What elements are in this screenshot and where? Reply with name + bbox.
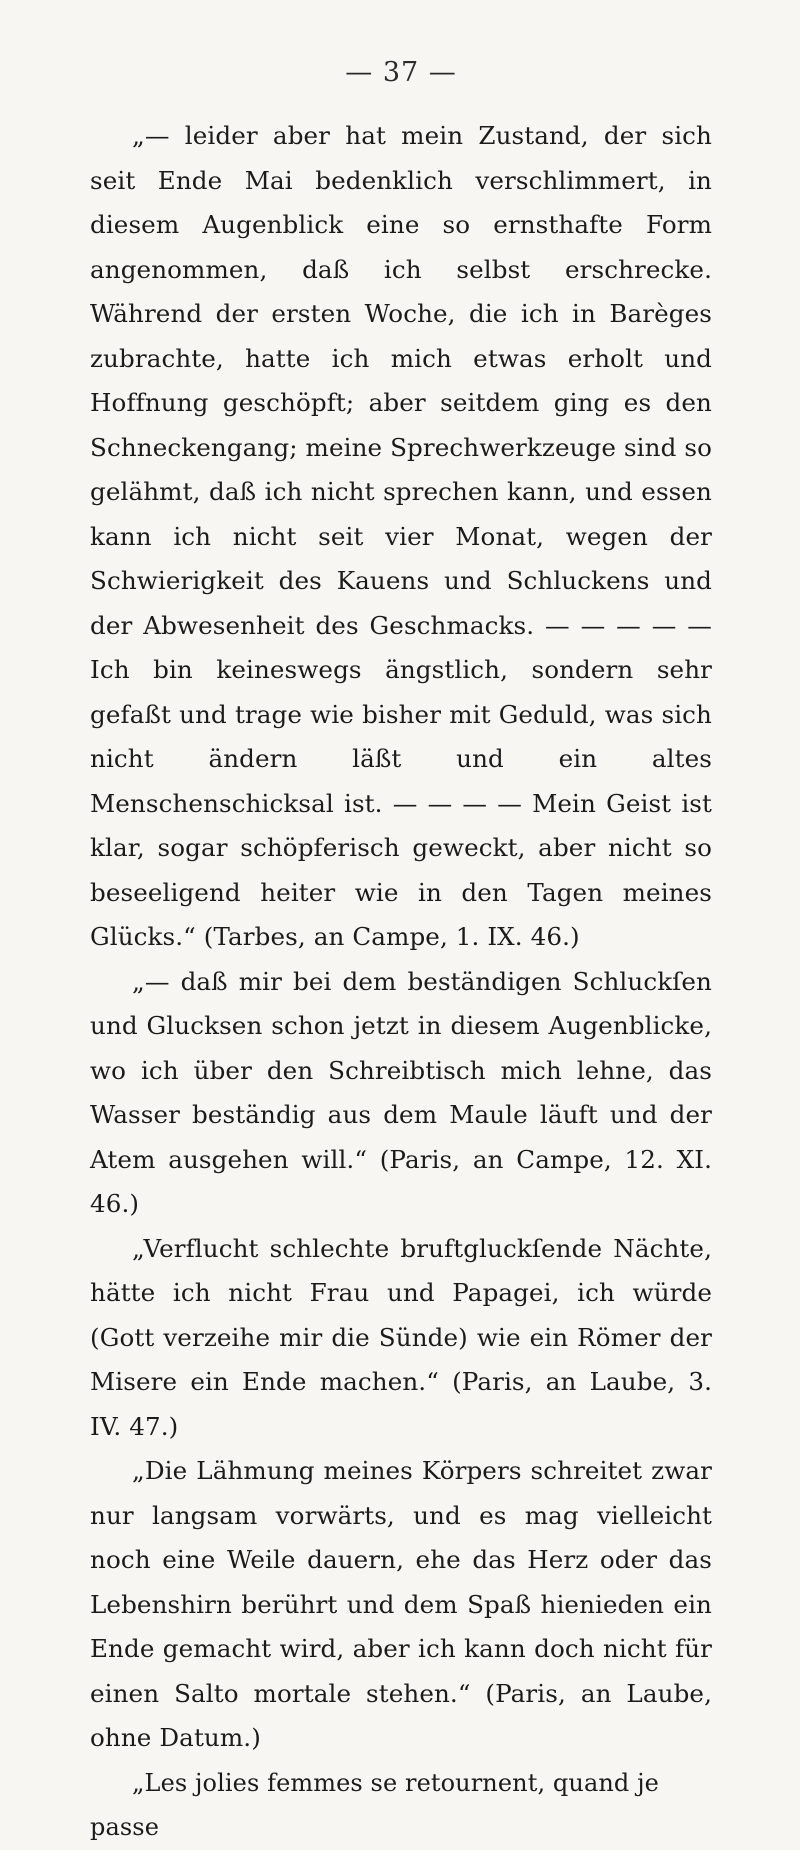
letter-quote-tarbes-campe: „— leider aber hat mein Zustand, der sich seit Ende Mai bedenklich verschlimmert, in diesem Augenblick eine so ernsthafte Form angenommen, daß ich selbst erschrecke. Während der ersten Woche, die ich in Barèges zubrachte, hatte ich mich etwas erholt und Hoffnung geschöpft; aber seitdem ging es den Schneckengang; meine Sprechwerkzeuge sind so gelähmt, daß ich nicht sprechen kann, und essen kann ich nicht seit vier Monat, wegen der Schwierigkeit des Kauens und Schluckens und der Abwesenheit des Geschmacks. — — — — — Ich bin keineswegs ängstlich, sondern sehr gefaßt und trage wie bisher mit Geduld, was sich nicht ändern läßt und ein altes Menschenschicksal ist. — — — — Mein Geist ist klar, sogar schöpferisch geweckt, aber nicht so beseeligend heiter wie in den Tagen meines Glücks.“ (Tarbes, an Campe, 1. IX. 46.) <box>90 121 712 951</box>
letter-quote-paris-campe: „— daß mir bei dem beständigen Schluckſen und Glucksen schon jetzt in diesem Augenblicke, wo ich über den Schreibtisch mich lehne, das Wasser beständig aus dem Maule läuft und der Atem ausgehen will.“ (Paris, an Campe, 12. XI. 46.) <box>90 966 712 1218</box>
french-quote-start: „Les jolies femmes se retournent, quand je passe <box>90 1768 659 1841</box>
page-number: — 37 — <box>345 57 457 88</box>
body-text <box>90 114 712 1850</box>
letter-quote-paris-laube-1847: „Verflucht schlechte bruftgluckſende Nächte, hätte ich nicht Frau und Papagei, ich würde (Gott verzeihe mir die Sünde) wie ein Römer der Misere ein Ende machen.“ (Paris, an Laube, 3. IV. 47.) <box>90 1233 712 1441</box>
letter-quote-paris-laube-undated: „Die Lähmung meines Körpers schreitet zwar nur langsam vorwärts, und es mag vielleicht noch eine Weile dauern, ehe das Herz oder das Lebenshirn berührt und dem Spaß hienieden ein Ende gemacht wird, aber ich kann doch nicht für einen Salto mortale stehen.“ (Paris, an Laube, ohne Datum.) <box>90 1456 712 1752</box>
